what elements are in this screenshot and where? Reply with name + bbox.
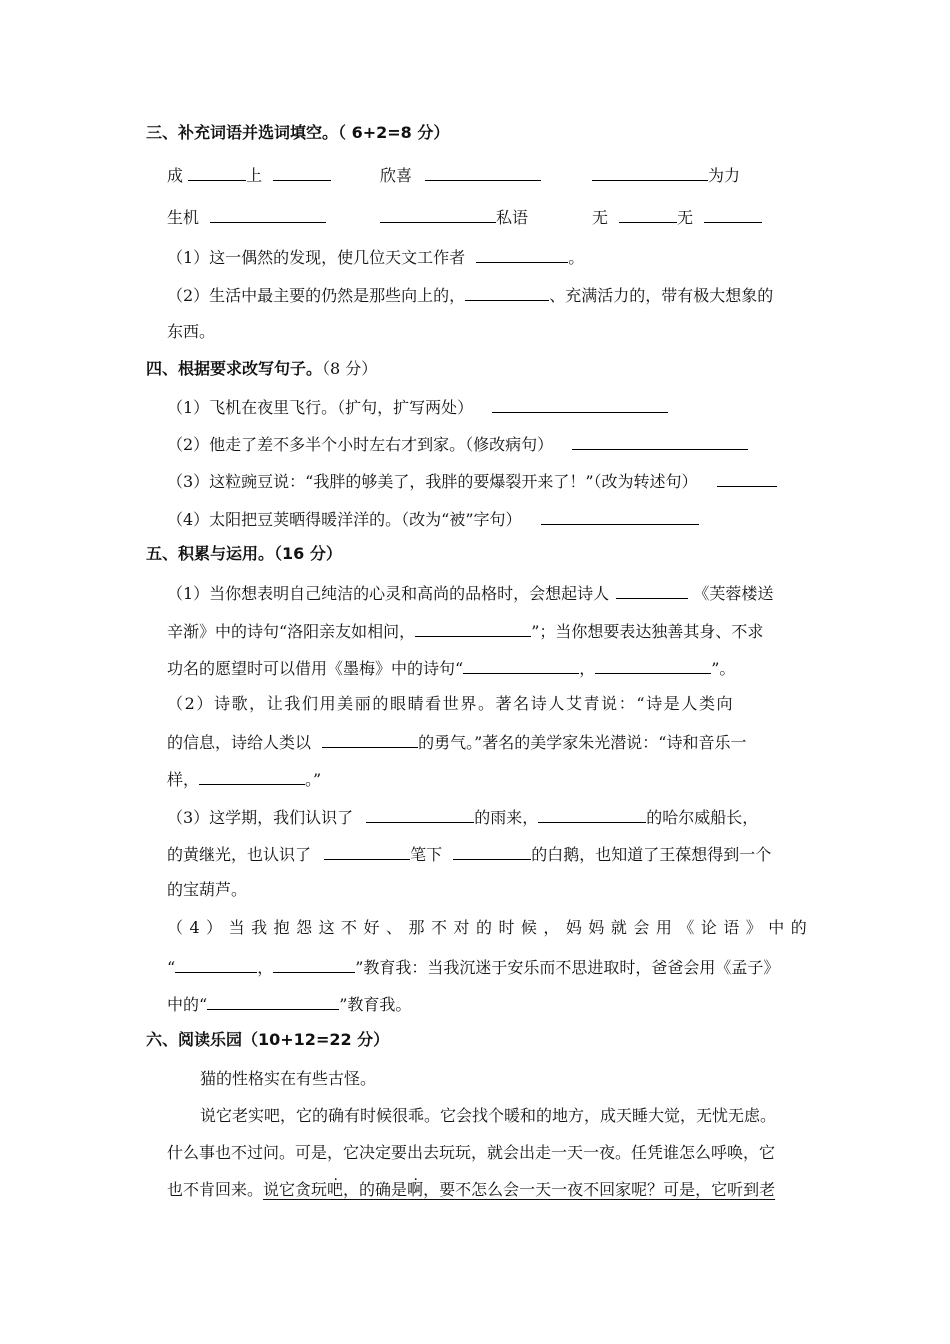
s3-q1-end: 。 bbox=[568, 248, 585, 267]
char: 我 bbox=[251, 918, 268, 937]
section-5-title: 五、积累与运用。（16 分） bbox=[146, 544, 342, 563]
s5-q3-text: （3）这学期，我们认识了 bbox=[167, 808, 354, 827]
char: 语 bbox=[723, 918, 740, 937]
s5-q3-text4: 的黄继光，也认识了 bbox=[167, 845, 312, 864]
blank[interactable] bbox=[366, 806, 474, 823]
s5-q3-text5: 笔下 bbox=[410, 845, 443, 864]
blank[interactable] bbox=[616, 582, 688, 599]
section-3-title: 三、补充词语并选词填空。（ 6+2=8 分） bbox=[146, 123, 450, 142]
s5-q2-text3: 样， bbox=[167, 770, 200, 789]
passage-p1: 猫的性格实在有些古怪。 bbox=[200, 1069, 377, 1088]
s5-q4-quote: “ bbox=[167, 958, 176, 977]
section-4-header bbox=[146, 359, 377, 379]
blank[interactable] bbox=[188, 164, 246, 181]
s4-q3 bbox=[167, 470, 777, 492]
dotted-char: 啊 bbox=[407, 1180, 424, 1199]
section-4-score: （8 分） bbox=[322, 359, 378, 378]
passage-text: 也不肯回来。 bbox=[167, 1180, 264, 1199]
word-row-2-3 bbox=[592, 206, 762, 228]
section-4-title: 四、根据要求改写句子。 bbox=[146, 359, 323, 378]
char: 妈 bbox=[565, 918, 582, 937]
char: 就 bbox=[610, 918, 627, 937]
s5-q3-line3: 的宝葫芦。 bbox=[167, 880, 248, 899]
s4-q3-text: （3）这粒豌豆说：“我胖的够美了，我胖的要爆裂开来了！”（改为转述句） bbox=[167, 472, 698, 491]
s5-q3-text6: 的白鹅，也知道了王葆想得到一个 bbox=[531, 845, 772, 864]
s5-q1-line2 bbox=[167, 620, 763, 642]
s4-q4 bbox=[167, 508, 699, 530]
char: 怨 bbox=[296, 918, 313, 937]
s5-q2-text: 的信息，诗给人类以 bbox=[167, 733, 312, 752]
s5-q1-text: （1）当你想表明自己纯洁的心灵和高尚的品格时，会想起诗人 bbox=[167, 584, 610, 603]
s5-q4-comma: ， bbox=[257, 958, 274, 977]
dotted-char: 吧 bbox=[327, 1180, 344, 1199]
passage-p4 bbox=[167, 1180, 775, 1200]
word-6b: 无 bbox=[677, 208, 694, 227]
blank[interactable] bbox=[717, 470, 777, 487]
char: （ bbox=[167, 918, 184, 937]
blank[interactable] bbox=[453, 843, 531, 860]
s5-q1-text4: ”；当你想要表达独善其身、不求 bbox=[531, 622, 764, 641]
s5-q2-line2 bbox=[167, 731, 746, 753]
s4-q2 bbox=[167, 433, 748, 455]
char: 时 bbox=[498, 918, 515, 937]
char: 论 bbox=[700, 918, 717, 937]
s5-q3-line2 bbox=[167, 843, 771, 865]
blank[interactable] bbox=[273, 164, 331, 181]
s4-q1 bbox=[167, 396, 668, 418]
s5-q1-text5: 功名的愿望时可以借用《墨梅》中的诗句“ bbox=[167, 659, 464, 678]
s5-q2-line1: （2）诗歌，让我们用美丽的眼睛看世界。著名诗人艾青说：“诗是人类向 bbox=[167, 694, 735, 713]
s5-q3-text3: 的哈尔威船长， bbox=[646, 808, 759, 827]
blank[interactable] bbox=[572, 433, 748, 450]
s3-q2-text2: 、充满活力的，带有极大想象的 bbox=[549, 286, 774, 305]
char: 对 bbox=[453, 918, 470, 937]
s5-q4-line2 bbox=[167, 956, 779, 978]
char: ， bbox=[543, 918, 560, 937]
section-6-title: 六、阅读乐园（10+12=22 分） bbox=[146, 1030, 390, 1049]
blank[interactable] bbox=[324, 843, 410, 860]
blank[interactable] bbox=[273, 956, 355, 973]
char: 》 bbox=[745, 918, 762, 937]
char: 不 bbox=[430, 918, 447, 937]
s3-q2-text: （2）生活中最主要的仍然是那些向上的， bbox=[167, 286, 466, 305]
char: 的 bbox=[475, 918, 492, 937]
s4-q4-text: （4）太阳把豆荚晒得暖洋洋的。（改为“被”字句） bbox=[167, 510, 522, 529]
blank[interactable] bbox=[492, 396, 668, 413]
s5-q1-comma: ， bbox=[579, 659, 596, 678]
word-row-2 bbox=[167, 206, 326, 228]
word-row-1-2 bbox=[380, 164, 541, 186]
word-row-2-2 bbox=[380, 206, 528, 228]
s5-q2-line3 bbox=[167, 768, 321, 790]
char: 妈 bbox=[588, 918, 605, 937]
blank[interactable] bbox=[210, 206, 326, 223]
blank[interactable] bbox=[380, 206, 496, 223]
s5-q2-text2: 的勇气。”著名的美学家朱光潜说：“诗和音乐一 bbox=[418, 733, 747, 752]
passage-p2: 说它老实吧，它的确有时候很乖。它会找个暖和的地方，成天睡大觉，无忧无虑。 bbox=[200, 1106, 777, 1125]
underlined-text: ，的确是 bbox=[343, 1180, 408, 1199]
s5-q1-line1 bbox=[167, 582, 773, 604]
s5-q4-justified bbox=[167, 918, 807, 938]
word-1a: 成 bbox=[167, 166, 184, 185]
s3-q1 bbox=[167, 246, 584, 268]
char: 的 bbox=[790, 918, 807, 937]
char: 、 bbox=[386, 918, 403, 937]
s3-q2-cont: 东西。 bbox=[167, 322, 216, 341]
word-6a: 无 bbox=[592, 208, 609, 227]
blank[interactable] bbox=[592, 164, 708, 181]
blank[interactable] bbox=[199, 768, 305, 785]
word-row-1 bbox=[167, 164, 331, 186]
char: 那 bbox=[408, 918, 425, 937]
word-row-1-3 bbox=[592, 164, 740, 186]
blank[interactable] bbox=[465, 284, 549, 301]
blank[interactable] bbox=[463, 657, 579, 674]
passage-p3: 什么事也不过问。可是，它决定要出去玩玩，就会出走一天一夜。任凭谁怎么呼唤，它 bbox=[167, 1143, 776, 1162]
s4-q2-text: （2）他走了差不多半个小时左右才到家。（修改病句） bbox=[167, 435, 554, 454]
s4-q1-text: （1）飞机在夜里飞行。（扩句，扩写两处） bbox=[167, 398, 474, 417]
s5-q3-line1 bbox=[167, 806, 758, 828]
blank[interactable] bbox=[595, 657, 711, 674]
s5-q4-text: ”教育我：当我沉迷于安乐而不思进取时，爸爸会用《孟子》 bbox=[355, 958, 780, 977]
blank[interactable] bbox=[175, 956, 257, 973]
blank[interactable] bbox=[322, 731, 418, 748]
char: 中 bbox=[768, 918, 785, 937]
underlined-text: 说它贪玩 bbox=[263, 1180, 328, 1199]
s5-q1-text3: 辛渐》中的诗句“洛阳亲友如相问， bbox=[167, 622, 416, 641]
char: 抱 bbox=[273, 918, 290, 937]
char: 会 bbox=[633, 918, 650, 937]
char: 这 bbox=[318, 918, 335, 937]
char: 当 bbox=[228, 918, 245, 937]
s5-q1-line3 bbox=[167, 657, 735, 679]
word-1b: 上 bbox=[246, 166, 263, 185]
s5-q4-end: ”教育我。 bbox=[339, 995, 412, 1014]
blank[interactable] bbox=[619, 206, 677, 223]
word-4: 生机 bbox=[167, 208, 200, 227]
s3-q2 bbox=[167, 284, 773, 306]
s5-q4-line1 bbox=[167, 918, 807, 938]
blank[interactable] bbox=[415, 620, 531, 637]
blank[interactable] bbox=[538, 806, 646, 823]
s5-q1-text2: 《芙蓉楼送 bbox=[693, 584, 774, 603]
s5-q4-text2: 中的“ bbox=[167, 995, 208, 1014]
blank[interactable] bbox=[476, 246, 568, 263]
s5-q2-end: 。” bbox=[305, 770, 322, 789]
underlined-text: ，要不怎么会一天一夜不回家呢？可是，它听到老 bbox=[423, 1180, 776, 1199]
char: 用 bbox=[655, 918, 672, 937]
blank[interactable] bbox=[541, 508, 699, 525]
char: 4 bbox=[189, 918, 200, 937]
s5-q1-end: ”。 bbox=[711, 659, 736, 678]
s5-q3-text2: 的雨来， bbox=[474, 808, 539, 827]
char: 《 bbox=[678, 918, 695, 937]
blank[interactable] bbox=[207, 993, 339, 1010]
char: ） bbox=[206, 918, 223, 937]
char: 候 bbox=[520, 918, 537, 937]
s5-q4-line3 bbox=[167, 993, 411, 1015]
blank[interactable] bbox=[425, 164, 541, 181]
word-3: 为力 bbox=[708, 166, 741, 185]
blank[interactable] bbox=[704, 206, 762, 223]
char: 不 bbox=[341, 918, 358, 937]
s3-q1-text: （1）这一偶然的发现，使几位天文工作者 bbox=[167, 248, 466, 267]
word-5: 私语 bbox=[496, 208, 529, 227]
word-2: 欣喜 bbox=[380, 166, 413, 185]
char: 好 bbox=[363, 918, 380, 937]
